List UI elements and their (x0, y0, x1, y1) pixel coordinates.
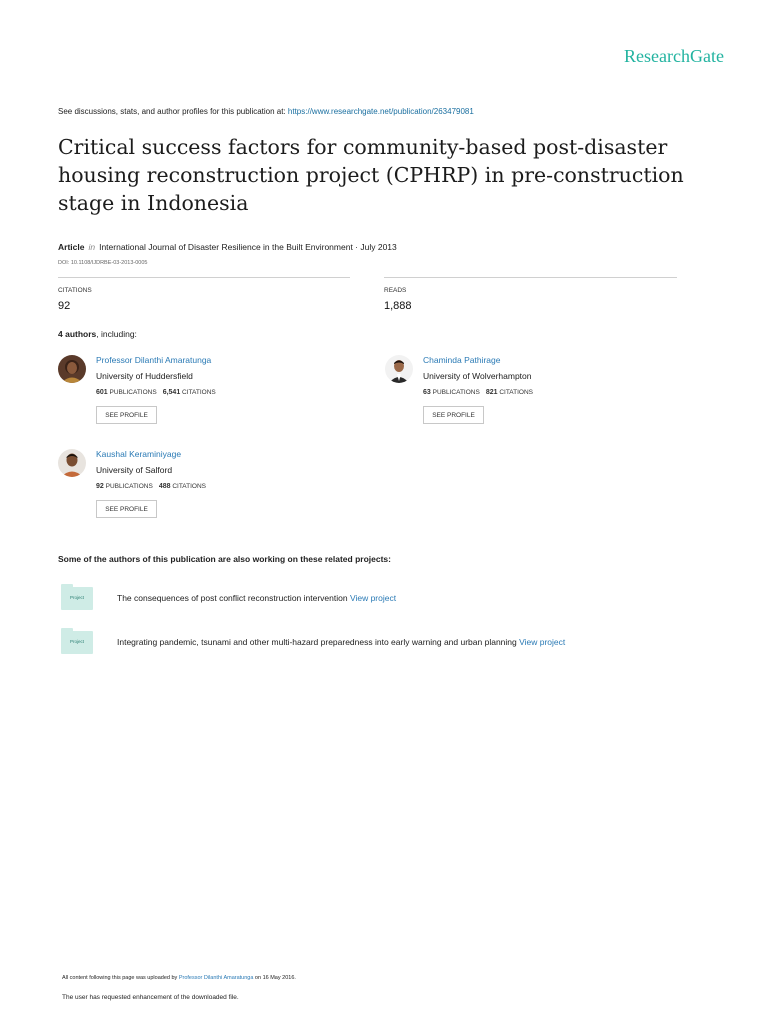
upload-prefix: All content following this page was uploaded by (62, 975, 179, 981)
avatar-photo-icon (385, 355, 413, 383)
reads-divider (384, 277, 677, 278)
upload-note (62, 975, 296, 981)
citations-divider (58, 277, 350, 278)
see-profile-button[interactable]: SEE PROFILE (96, 406, 157, 424)
publication-type: Article (58, 242, 85, 252)
author-institution: University of Huddersfield (96, 371, 193, 381)
discussion-line (58, 107, 474, 116)
view-project-link[interactable]: View project (349, 593, 397, 603)
project-folder-icon[interactable] (61, 628, 93, 654)
authors-heading (58, 329, 137, 339)
see-profile-button[interactable]: SEE PROFILE (423, 406, 484, 424)
citations-count: 821 (485, 389, 498, 396)
discussion-text: See discussions, stats, and author profiles for this publication at: (58, 107, 288, 116)
project-row (58, 628, 738, 658)
publications-count: 601 (96, 389, 108, 396)
in-label: in (88, 242, 96, 252)
publication-link[interactable]: https://www.researchgate.net/publication/263479081 (287, 107, 474, 116)
project-icon-label: Project (69, 639, 84, 644)
citations-count: 488 (158, 483, 171, 490)
author-name[interactable]: Professor Dilanthi Amaratunga (96, 355, 212, 365)
publications-count: 63 (423, 389, 431, 396)
author-stats (96, 483, 206, 490)
citations-label: CITATIONS (499, 389, 534, 396)
project-description (117, 593, 396, 603)
avatar[interactable] (385, 355, 413, 383)
citations-label: CITATIONS (182, 389, 216, 396)
upload-suffix: on 16 May 2016. (253, 975, 296, 981)
avatar-photo-icon (58, 449, 86, 477)
project-folder-icon[interactable] (61, 584, 93, 610)
enhancement-note: The user has requested enhancement of the downloaded file. (62, 994, 239, 1001)
authors-count: 4 authors (58, 329, 97, 339)
author-stats (423, 389, 533, 396)
author-card (385, 355, 685, 435)
see-profile-button[interactable]: SEE PROFILE (96, 500, 157, 518)
authors-suffix: , including: (96, 329, 137, 339)
publications-label: PUBLICATIONS (105, 483, 153, 490)
publication-meta (58, 242, 397, 252)
publications-label: PUBLICATIONS (109, 389, 157, 396)
avatar[interactable] (58, 449, 86, 477)
author-institution: University of Wolverhampton (423, 371, 532, 381)
project-title: Integrating pandemic, tsunami and other multi-hazard preparedness into early warning and urban planning (117, 637, 520, 647)
avatar-photo-icon (58, 355, 86, 383)
researchgate-logo[interactable]: ResearchGate (624, 46, 724, 66)
project-title: The consequences of post conflict reconstruction intervention (117, 593, 350, 603)
uploader-link[interactable]: Professor Dilanthi Amaratunga (178, 975, 254, 981)
project-description (117, 637, 565, 647)
reads-label: READS (384, 287, 407, 294)
doi: DOI: 10.1108/IJDRBE-03-2013-0005 (58, 260, 148, 266)
project-icon-label: Project (69, 595, 84, 600)
citations-label: CITATIONS (172, 483, 207, 490)
publication-venue: International Journal of Disaster Resilience in the Built Environment · July 2013 (99, 242, 397, 252)
publication-title: Critical success factors for community-based post-disaster housing reconstruction project (CPHRP) in pre-construction stage in Indonesia (58, 135, 684, 215)
project-row (58, 584, 738, 614)
avatar[interactable] (58, 355, 86, 383)
author-name[interactable]: Chaminda Pathirage (423, 355, 501, 365)
publications-count: 92 (96, 483, 104, 490)
author-stats (96, 389, 216, 396)
publications-label: PUBLICATIONS (432, 389, 480, 396)
author-institution: University of Salford (96, 465, 173, 475)
author-name[interactable]: Kaushal Keraminiyage (96, 449, 182, 459)
citations-value: 92 (58, 300, 71, 312)
citations-label: CITATIONS (58, 287, 92, 294)
reads-value: 1,888 (384, 300, 412, 312)
view-project-link[interactable]: View project (519, 637, 566, 647)
citations-count: 6,541 (162, 389, 181, 396)
author-card (58, 355, 358, 435)
related-projects-heading: Some of the authors of this publication are also working on these related projects: (58, 554, 391, 564)
author-card (58, 449, 358, 529)
